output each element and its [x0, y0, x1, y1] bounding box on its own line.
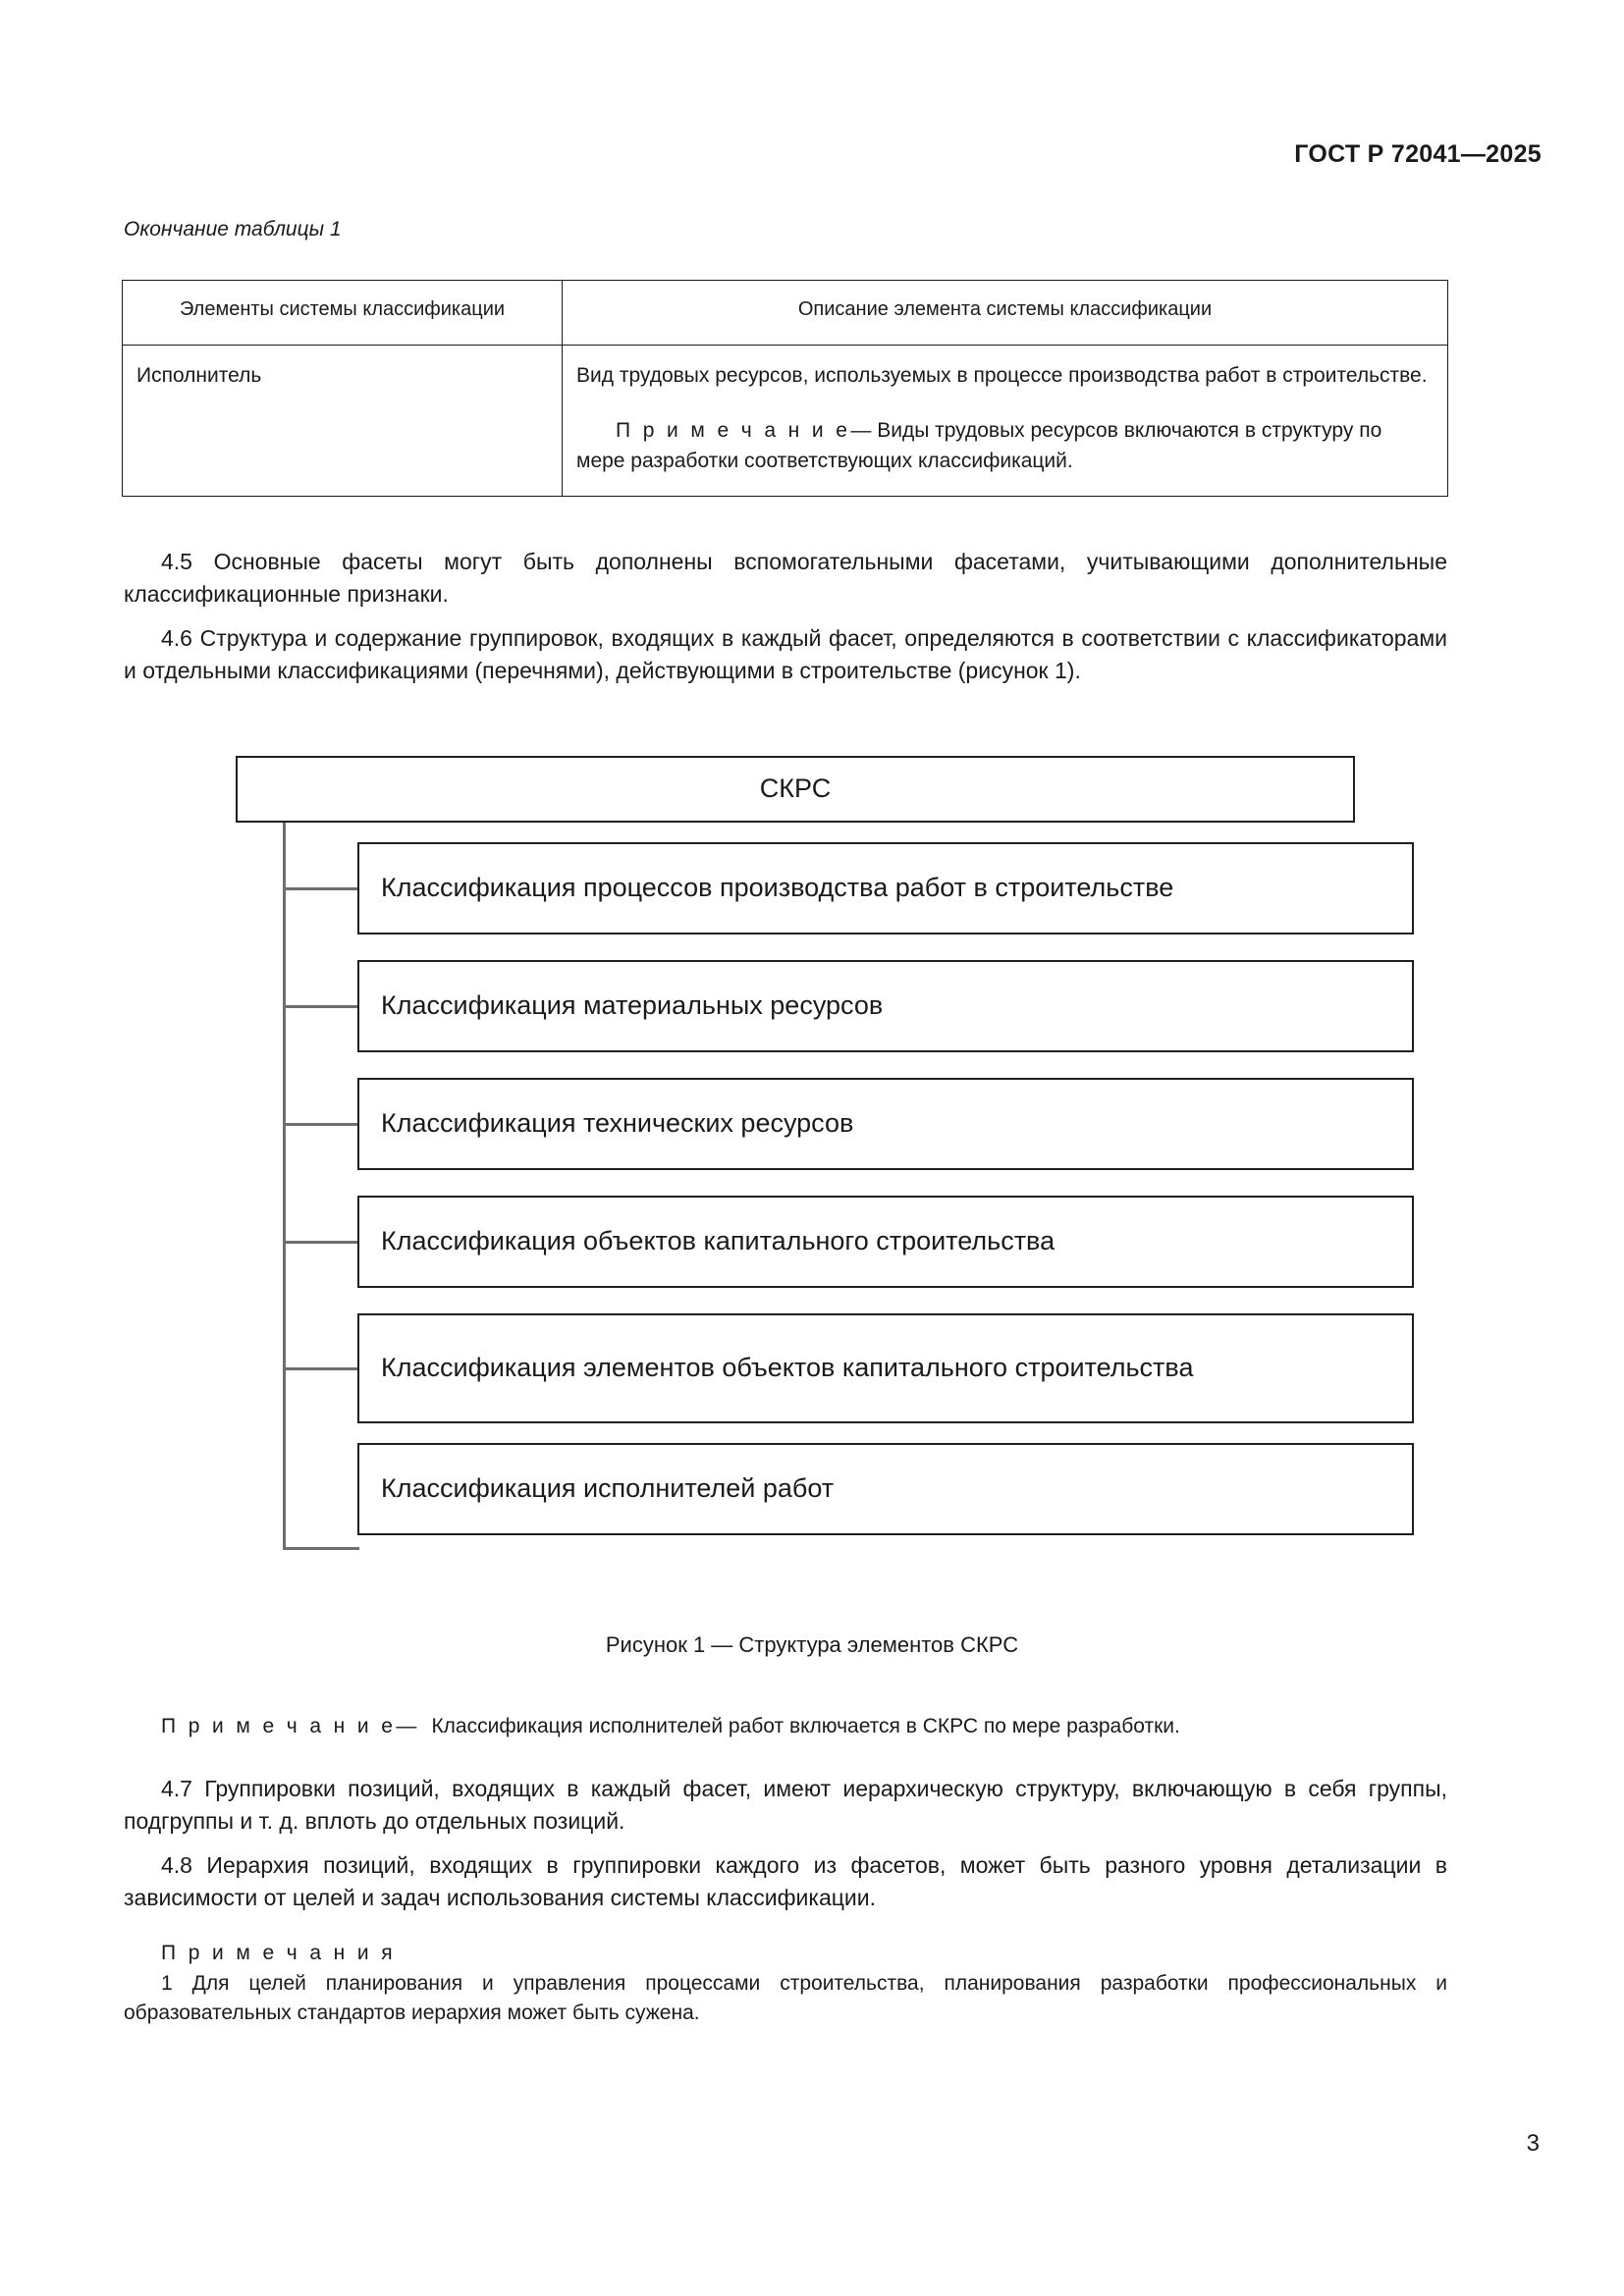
classification-elements-table	[122, 280, 1448, 497]
note-dash: —	[850, 419, 872, 443]
note-item-1	[124, 1969, 1447, 2028]
diagram-node-label: Классификация материальных ресурсов	[381, 990, 884, 1021]
diagram-trunk-connector	[283, 821, 286, 1549]
paragraph-4-7	[124, 1773, 1447, 1837]
note-item-1-text: 1 Для целей планирования и управления процессами строительства, планирования разработки профессиональных и образовательных стандартов иерархия может быть сужена.	[124, 1972, 1447, 2024]
notes-heading-block	[124, 1939, 1447, 1968]
paragraph-4-8	[124, 1849, 1447, 1913]
table-continuation-caption: Окончание таблицы 1	[124, 218, 342, 240]
diagram-node-label: Классификация элементов объектов капитального строительства	[381, 1353, 1194, 1383]
paragraph-4-5	[124, 546, 1447, 610]
figure-1-caption: Рисунок 1 — Структура элементов СКРС	[605, 1632, 1019, 1657]
diagram-node-label: Классификация объектов капитального строительства	[381, 1226, 1056, 1256]
figure-note-text: Классификация исполнителей работ включается в СКРС по мере разработки.	[431, 1715, 1180, 1737]
diagram-node-performers	[357, 1443, 1414, 1535]
diagram-root-label: СКРС	[759, 774, 832, 804]
note-body: Виды трудовых ресурсов включаются в структуру по мере разработки соответствующих классификаций.	[576, 419, 1382, 472]
table-column-header-description: Описание элемента системы классификации	[797, 298, 1213, 320]
diagram-node-label: Классификация исполнителей работ	[381, 1473, 835, 1504]
table-column-header-element: Элементы системы классификации	[179, 298, 506, 320]
page-number: 3	[1526, 2130, 1540, 2157]
diagram-connector-5	[283, 1367, 359, 1370]
diagram-connector-2	[283, 1005, 359, 1008]
diagram-node-technical-resources	[357, 1078, 1414, 1170]
diagram-root-node	[236, 756, 1355, 823]
notes-heading: П р и м е ч а н и я	[161, 1942, 397, 1964]
figure-1-diagram	[0, 756, 1624, 1580]
description-text: Вид трудовых ресурсов, используемых в процессе производства работ в строительстве.	[576, 364, 1428, 387]
diagram-node-label: Классификация технических ресурсов	[381, 1108, 854, 1139]
figure-note	[124, 1712, 1447, 1741]
diagram-connector-3	[283, 1123, 359, 1126]
diagram-connector-6	[283, 1547, 359, 1550]
table-header-row	[123, 281, 1448, 346]
table-cell-element-name: Исполнитель	[136, 364, 262, 387]
diagram-node-material-resources	[357, 960, 1414, 1052]
paragraph-4-6	[124, 622, 1447, 686]
paragraph-4-5-text: 4.5 Основные фасеты могут быть дополнены вспомогательными фасетами, учитывающими дополнительные классификационные признаки.	[124, 549, 1447, 607]
paragraph-4-6-text: 4.6 Структура и содержание группировок, входящих в каждый фасет, определяются в соответствии с классификаторами и отдельными классификациями (перечнями), действующими в строительстве (рисунок 1).	[124, 625, 1447, 683]
table-row	[123, 346, 1448, 497]
diagram-connector-4	[283, 1241, 359, 1244]
diagram-node-capital-objects	[357, 1196, 1414, 1288]
table-cell-element-description	[563, 346, 1447, 496]
note-label: П р и м е ч а н и е	[616, 419, 851, 443]
diagram-node-label: Классификация процессов производства работ в строительстве	[381, 873, 1174, 903]
figure-note-label: П р и м е ч а н и е—	[161, 1715, 420, 1737]
description-note	[576, 416, 1434, 476]
running-header-standard-number: ГОСТ Р 72041—2025	[1294, 140, 1542, 168]
diagram-node-object-elements	[357, 1313, 1414, 1423]
diagram-connector-1	[283, 887, 359, 890]
paragraph-4-8-text: 4.8 Иерархия позиций, входящих в группировки каждого из фасетов, может быть разного уровня детализации в зависимости от целей и задач использования системы классификации.	[124, 1852, 1447, 1910]
diagram-node-processes	[357, 842, 1414, 934]
paragraph-4-7-text: 4.7 Группировки позиций, входящих в каждый фасет, имеют иерархическую структуру, включающую в себя группы, подгруппы и т. д. вплоть до отдельных позиций.	[124, 1776, 1447, 1834]
